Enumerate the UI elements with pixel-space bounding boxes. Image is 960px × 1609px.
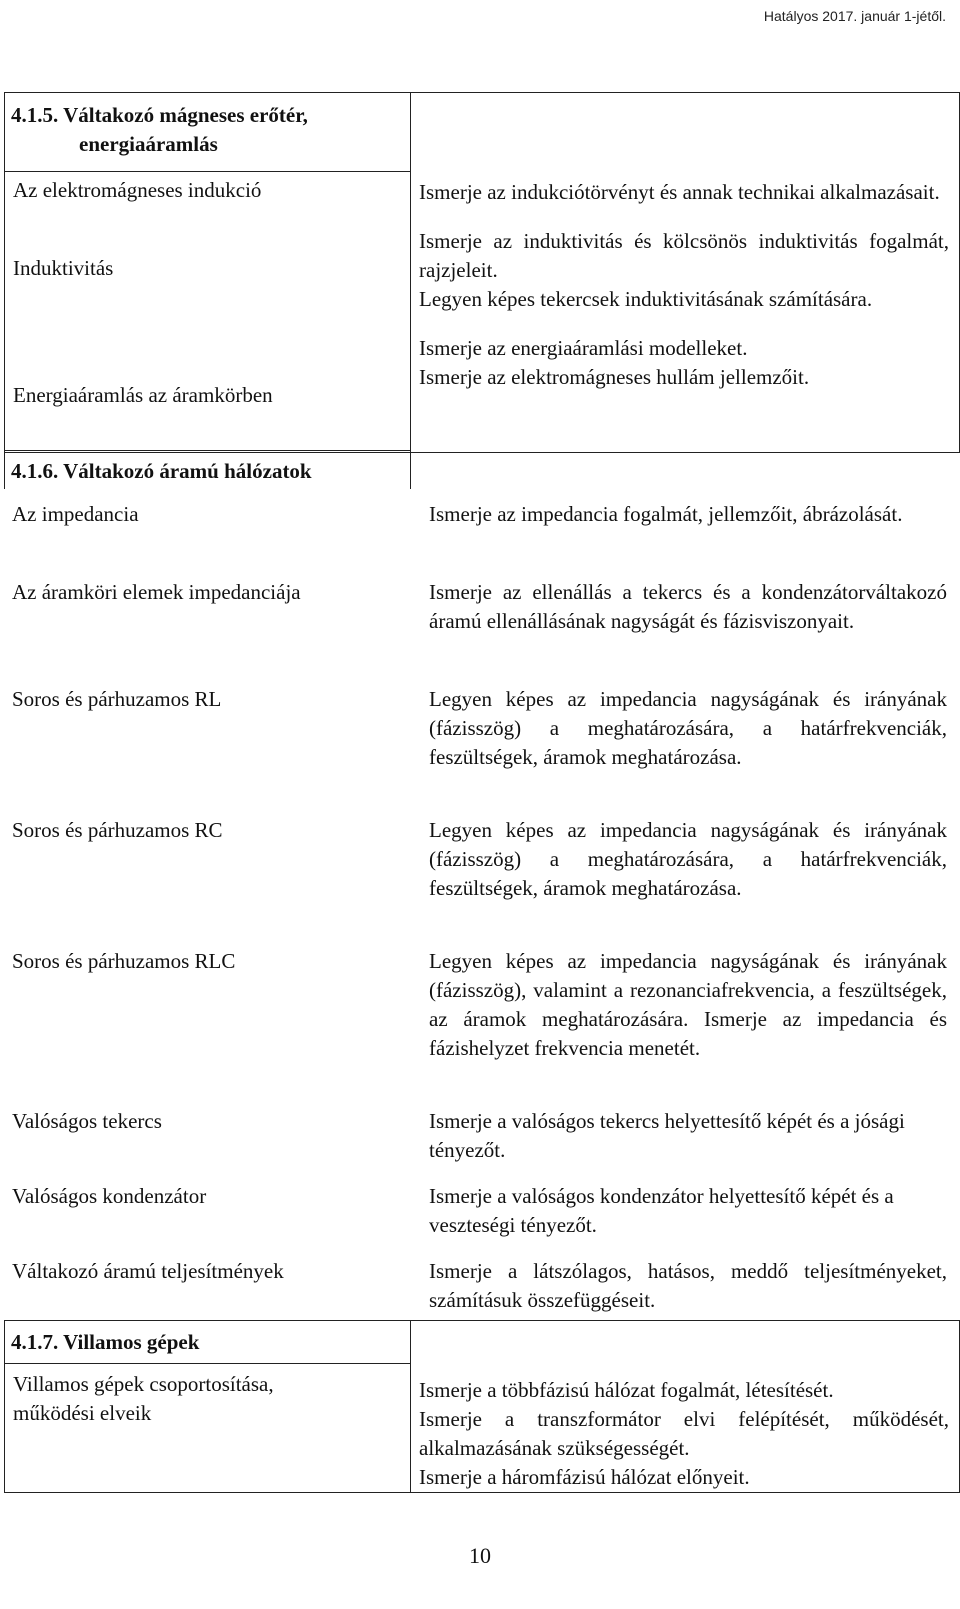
row-impedance [4, 500, 957, 578]
topic-rlc: Soros és párhuzamos RLC [12, 949, 236, 973]
section-415-requirements-cell [411, 93, 960, 453]
requirement-real-capacitor: Ismerje a valóságos kondenzátor helyettesítő képét és a veszteségi tényezőt. [429, 1184, 894, 1237]
section-417-heading-cell [5, 1321, 411, 1364]
topic-real-capacitor: Valóságos kondenzátor [12, 1184, 207, 1208]
topic-ac-power: Váltakozó áramú teljesítmények [12, 1259, 284, 1283]
requirement-energy-flow-2: Ismerje az elektromágneses hullám jellemzőit. [419, 365, 810, 389]
topic-element-impedance: Az áramköri elemek impedanciája [12, 580, 301, 604]
page-number: 10 [469, 1543, 491, 1568]
requirement-element-impedance: Ismerje az ellenállás a tekercs és a kondenzátorváltakozó áramú ellenállásának nagyságát és fázisviszonyait. [429, 580, 947, 633]
section-417-topics-cell [5, 1364, 411, 1493]
topic-real-coil: Valóságos tekercs [12, 1109, 162, 1133]
requirement-real-coil: Ismerje a valóságos tekercs helyettesítő képét és a jósági tényezőt. [429, 1109, 905, 1162]
section-417-title: 4.1.7. Villamos gépek [11, 1330, 200, 1354]
requirement-three-phase: Ismerje a háromfázisú hálózat előnyeit. [419, 1465, 750, 1489]
topic-impedance: Az impedancia [12, 502, 139, 526]
section-416-heading-table [4, 450, 959, 489]
topic-energy-flow: Energiaáramlás az áramkörben [13, 383, 273, 407]
row-rc [4, 816, 957, 947]
section-417-table [4, 1320, 960, 1493]
requirement-rl: Legyen képes az impedancia nagyságának és irányának (fázisszög) a meghatározására, a határfrekvenciák, feszültségek, áramok meghatározása. [429, 687, 947, 769]
requirement-impedance: Ismerje az impedancia fogalmát, jellemzőit, ábrázolását. [429, 502, 903, 526]
row-real-capacitor [4, 1182, 957, 1257]
section-416-heading-blank [411, 451, 960, 490]
requirement-polyphase: Ismerje a többfázisú hálózat fogalmát, létesítését. [419, 1378, 834, 1402]
section-416-rows [4, 500, 957, 1322]
requirement-rlc: Legyen képes az impedancia nagyságának és irányának (fázisszög), valamint a rezonanciafrekvencia, a feszültségek, az áramok meghatározására. Ismerje az impedancia és fázishelyzet frekvencia menetét. [429, 949, 947, 1060]
section-415-title-line1: 4.1.5. Váltakozó mágneses erőtér, [11, 103, 308, 127]
row-rl [4, 685, 957, 816]
topic-inductance: Induktivitás [13, 256, 114, 280]
topic-induction: Az elektromágneses indukció [13, 178, 262, 202]
row-real-coil [4, 1107, 957, 1182]
topic-rl: Soros és párhuzamos RL [12, 687, 222, 711]
section-417-requirements-cell [411, 1321, 960, 1493]
row-element-impedance [4, 578, 957, 685]
section-415-topics-cell [5, 172, 411, 453]
requirement-inductance-1: Ismerje az induktivitás és kölcsönös induktivitás fogalmát, rajzjeleit. [419, 229, 949, 282]
section-416-heading-cell [5, 451, 411, 490]
section-415-title-line2: energiaáramlás [79, 132, 218, 156]
requirement-induction: Ismerje az indukciótörvényt és annak technikai alkalmazásait. [419, 180, 940, 204]
section-415-heading-cell [5, 93, 411, 172]
requirement-ac-power: Ismerje a látszólagos, hatásos, meddő teljesítményeket, számításuk összefüggéseit. [429, 1259, 947, 1312]
requirement-transformer: Ismerje a transzformátor elvi felépítését, működését, alkalmazásának szükségességét. [419, 1407, 949, 1460]
row-ac-power [4, 1257, 957, 1322]
validity-note: Hatályos 2017. január 1-jétől. [763, 8, 946, 24]
topic-rc: Soros és párhuzamos RC [12, 818, 223, 842]
row-rlc [4, 947, 957, 1107]
requirement-energy-flow-1: Ismerje az energiaáramlási modelleket. [419, 336, 748, 360]
section-416-title: 4.1.6. Váltakozó áramú hálózatok [11, 459, 312, 483]
section-415-table [4, 92, 960, 453]
requirement-rc: Legyen képes az impedancia nagyságának és irányának (fázisszög) a meghatározására, a határfrekvenciák, feszültségek, áramok meghatározása. [429, 818, 947, 900]
requirement-inductance-2: Legyen képes tekercsek induktivitásának számítására. [419, 287, 873, 311]
topic-electric-machines: Villamos gépek csoportosítása, működési elveik [13, 1372, 274, 1425]
